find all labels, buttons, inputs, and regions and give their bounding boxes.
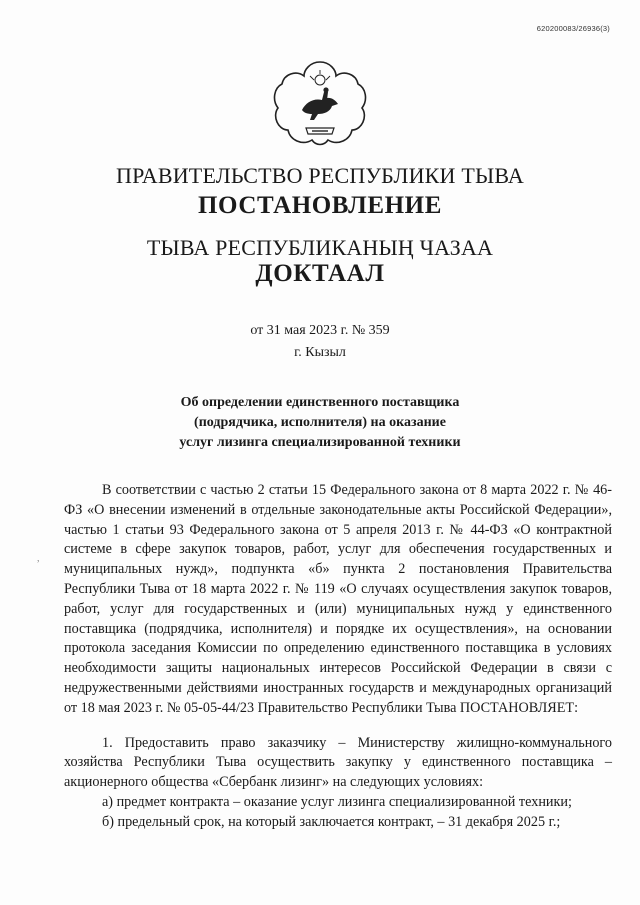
item-1a-paragraph: а) предмет контракта – оказание услуг лизинга специализированной техники; xyxy=(102,793,572,810)
decree-date-number: от 31 мая 2023 г. № 359 xyxy=(250,323,390,338)
margin-mark: , xyxy=(37,553,40,564)
decree-title-tuvan: ДОКТААЛ xyxy=(255,260,385,287)
government-title-russian: ПРАВИТЕЛЬСТВО РЕСПУБЛИКИ ТЫВА xyxy=(116,163,524,188)
item-1b-paragraph: б) предельный срок, на который заключается контракт, – 31 декабря 2025 г.; xyxy=(102,813,561,830)
decree-subject xyxy=(0,393,640,453)
subject-line: услуг лизинга специализированной техники xyxy=(179,435,461,450)
decree-title-russian: ПОСТАНОВЛЕНИЕ xyxy=(197,192,443,219)
government-title-tuvan: ТЫВА РЕСПУБЛИКАНЫҢ ЧАЗАА xyxy=(146,235,494,260)
coat-of-arms-icon xyxy=(270,58,370,148)
document-registration-number: 620200083/26936(3) xyxy=(536,24,610,33)
subject-line: (подрядчика, исполнителя) на оказание xyxy=(194,415,446,430)
item-1-paragraph: 1. Предоставить право заказчику – Министерству жилищно-коммунального хозяйства Республики Тыва осуществить закупку у единственного поставщика – акционерного общества «Сбербанк лизинг» на следующих условиях: xyxy=(64,734,612,791)
decree-body xyxy=(64,481,612,833)
decree-city: г. Кызыл xyxy=(294,345,346,360)
subject-line: Об определении единственного поставщика xyxy=(180,395,460,410)
preamble-paragraph: В соответствии с частью 2 статьи 15 Федерального закона от 8 марта 2022 г. № 46-ФЗ «О внесении изменений в отдельные законодательные акты Российской Федерации», частью 1 статьи 93 Федерального закона от 5 апреля 2013 г. № 44-ФЗ «О контрактной системе в сфере закупок товаров, работ, услуг для обеспечения государственных и муниципальных нужд», подпункта «б» пункта 2 постановления Правительства Республики Тыва от 18 марта 2022 г. № 119 «О случаях осуществления закупок товаров, работ, услуг для государственных и (или) муниципальных нужд у единственного поставщика (подрядчика, исполнителя) и порядке их осуществления», на основании протокола заседания Комиссии по определению единственного поставщика в условиях необходимости защиты национальных интересов Российской Федерации в связи с недружественными действиями иностранных государств и международных организаций от 18 мая 2023 г. № 05-05-44/23 Правительство Республики Тыва ПОСТАНОВЛЯЕТ: xyxy=(64,482,612,716)
